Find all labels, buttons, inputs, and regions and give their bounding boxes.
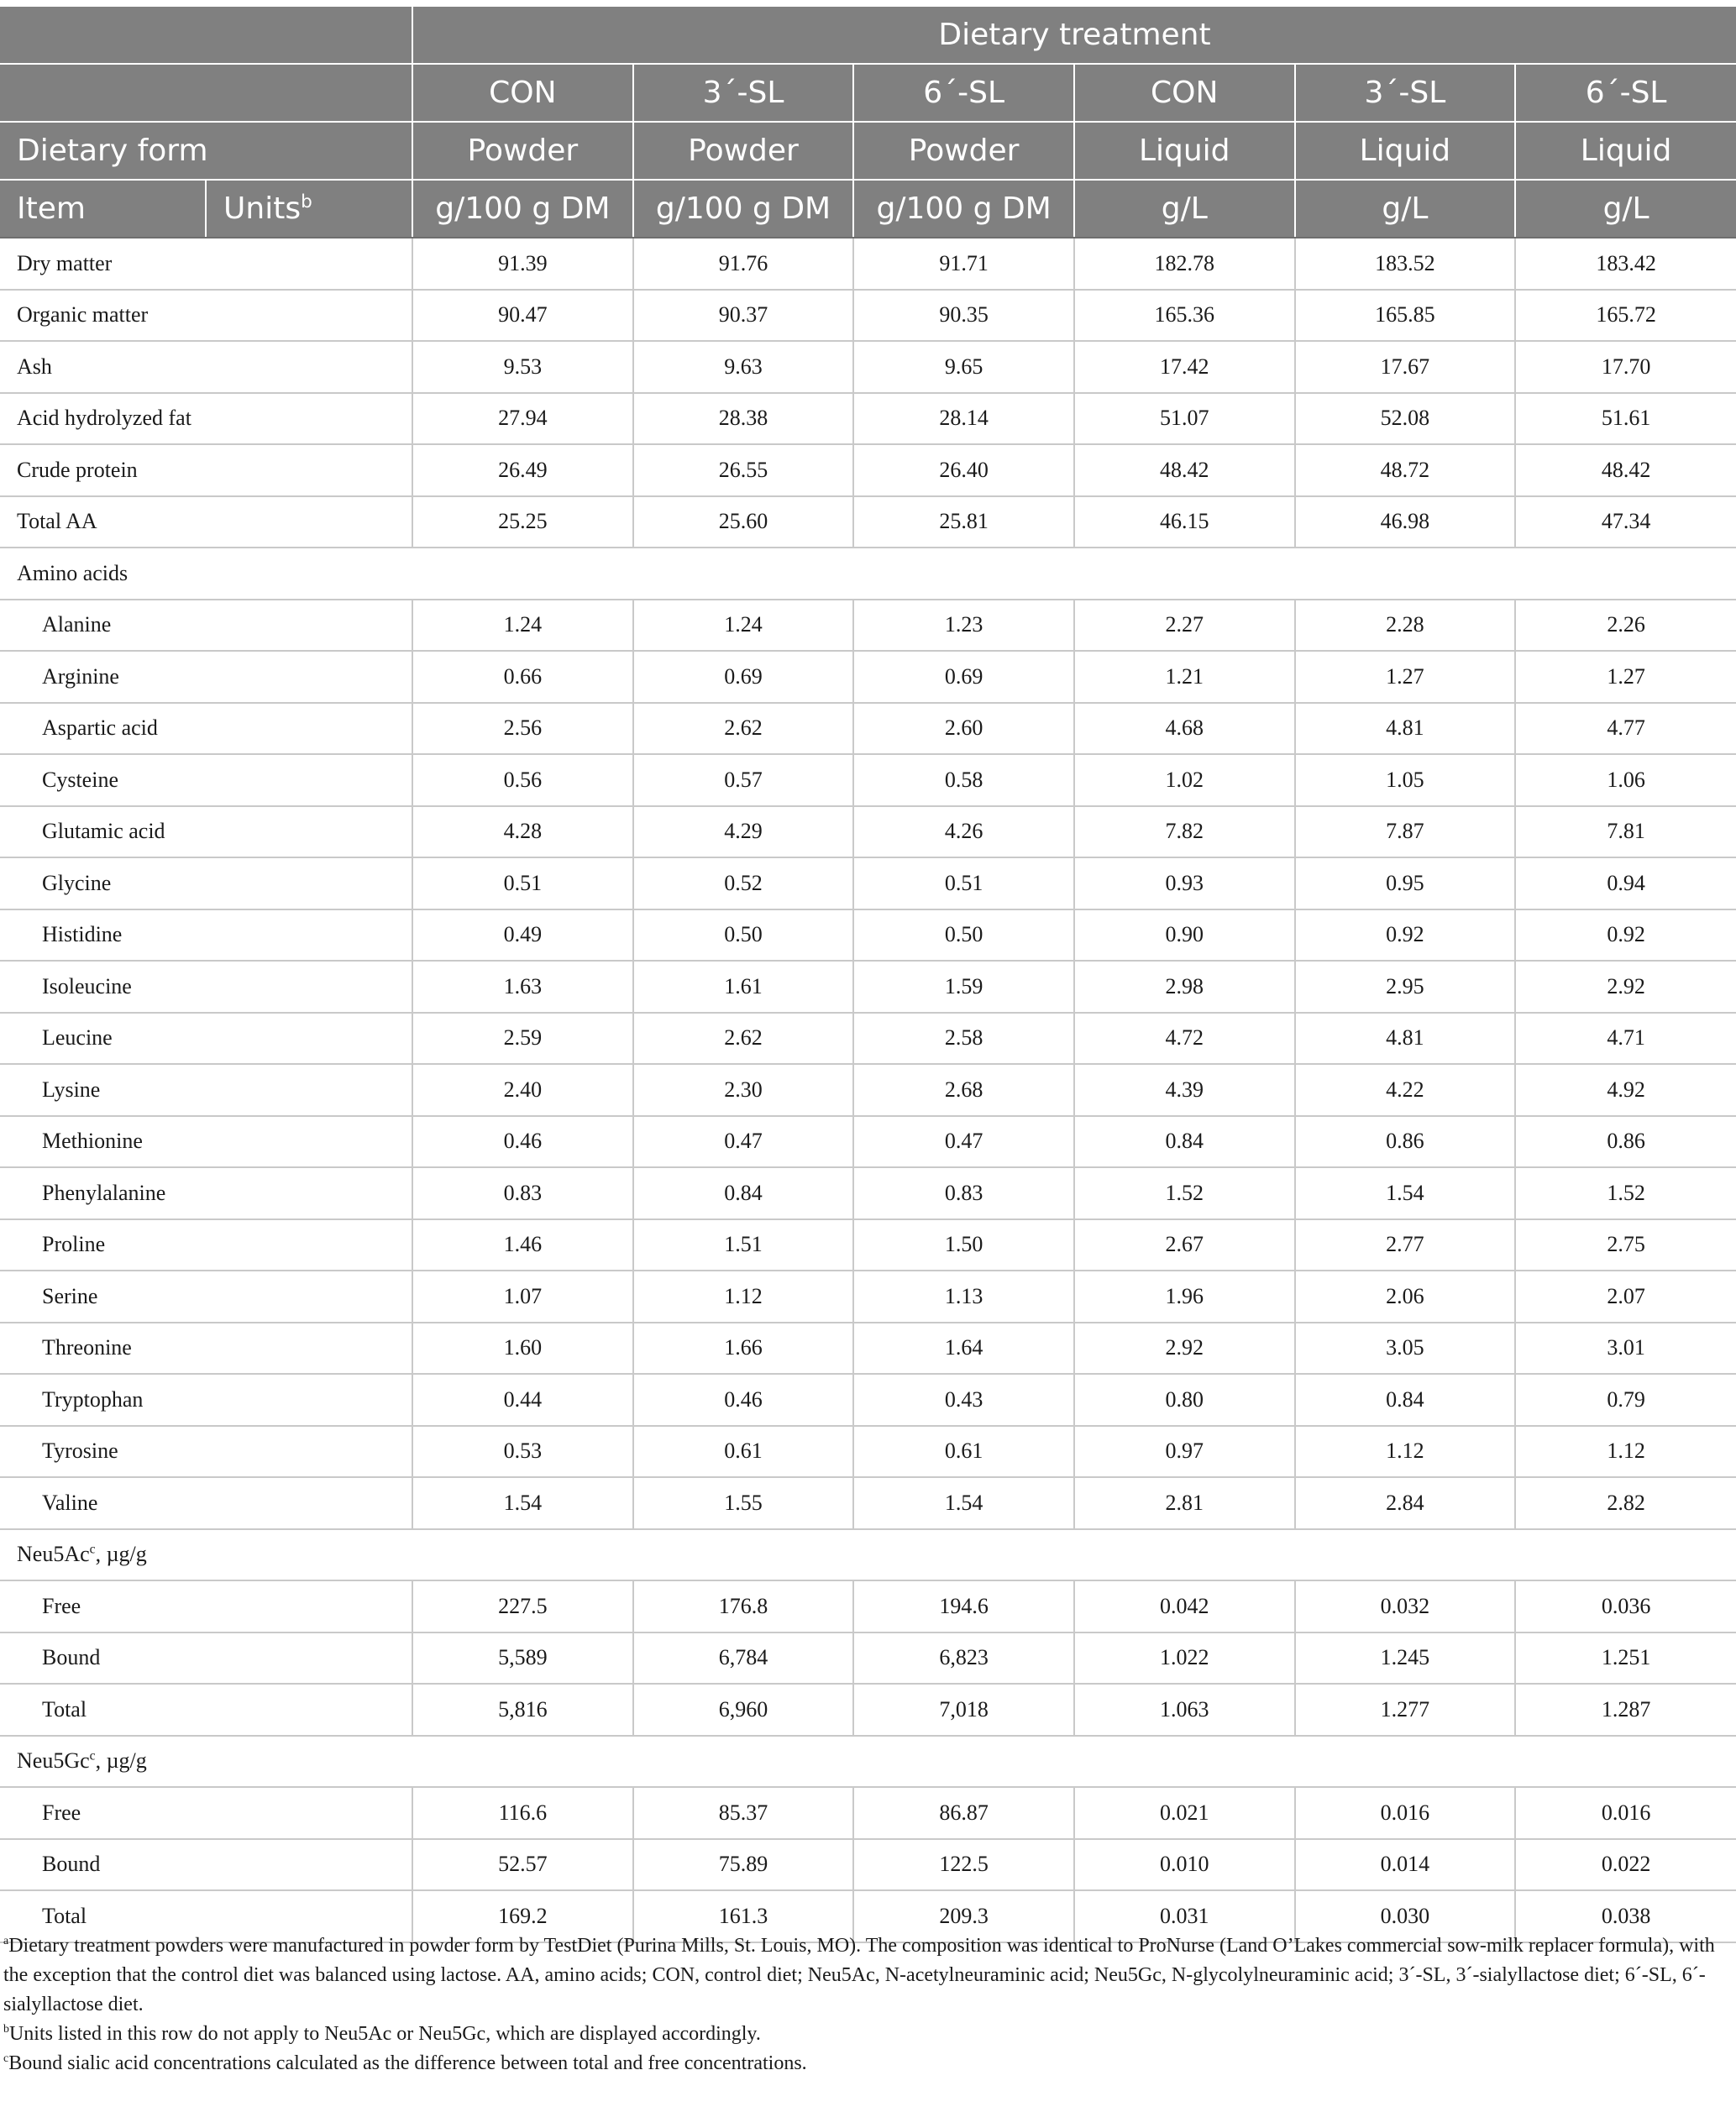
footnote bbox=[3, 1931, 1725, 2020]
value-cell: 91.71 bbox=[853, 238, 1074, 290]
footnote-text: Units listed in this row do not apply to Neu5Ac or Neu5Gc, which are displayed accordingly. bbox=[8, 2023, 761, 2045]
value-cell: 51.61 bbox=[1515, 393, 1736, 445]
header-row-dietary-treatment bbox=[0, 7, 1736, 64]
table-row bbox=[0, 1477, 1736, 1529]
table-row bbox=[0, 1426, 1736, 1478]
row-label: Tyrosine bbox=[0, 1426, 412, 1478]
value-cell: 2.84 bbox=[1295, 1477, 1516, 1529]
value-cell: 25.81 bbox=[853, 496, 1074, 548]
value-cell: 2.06 bbox=[1295, 1271, 1516, 1323]
row-label: Proline bbox=[0, 1219, 412, 1271]
form-heading: Powder bbox=[853, 122, 1074, 180]
value-cell: 2.77 bbox=[1295, 1219, 1516, 1271]
value-cell: 0.031 bbox=[1074, 1890, 1295, 1942]
section-row bbox=[0, 1529, 1736, 1581]
value-cell: 176.8 bbox=[633, 1580, 854, 1632]
row-label: Aspartic acid bbox=[0, 703, 412, 755]
value-cell: 194.6 bbox=[853, 1580, 1074, 1632]
value-cell: 165.36 bbox=[1074, 290, 1295, 342]
value-cell: 0.47 bbox=[853, 1116, 1074, 1168]
row-label: Acid hydrolyzed fat bbox=[0, 393, 412, 445]
value-cell: 0.030 bbox=[1295, 1890, 1516, 1942]
row-label: Total bbox=[0, 1684, 412, 1736]
value-cell: 1.50 bbox=[853, 1219, 1074, 1271]
footnote-marker: c bbox=[3, 2052, 9, 2065]
table-header bbox=[0, 7, 1736, 238]
table-row bbox=[0, 909, 1736, 962]
value-cell: 1.063 bbox=[1074, 1684, 1295, 1736]
value-cell: 0.79 bbox=[1515, 1374, 1736, 1426]
value-cell: 122.5 bbox=[853, 1839, 1074, 1891]
table-row bbox=[0, 1116, 1736, 1168]
value-cell: 26.49 bbox=[412, 444, 633, 496]
value-cell: 3.01 bbox=[1515, 1323, 1736, 1375]
row-label: Glycine bbox=[0, 857, 412, 909]
value-cell: 46.15 bbox=[1074, 496, 1295, 548]
value-cell: 0.47 bbox=[633, 1116, 854, 1168]
header-corner-cell bbox=[0, 7, 412, 64]
value-cell: 17.70 bbox=[1515, 341, 1736, 393]
value-cell: 2.58 bbox=[853, 1013, 1074, 1065]
value-cell: 0.97 bbox=[1074, 1426, 1295, 1478]
value-cell: 3.05 bbox=[1295, 1323, 1516, 1375]
value-cell: 0.016 bbox=[1515, 1787, 1736, 1839]
value-cell: 0.038 bbox=[1515, 1890, 1736, 1942]
value-cell: 0.010 bbox=[1074, 1839, 1295, 1891]
value-cell: 0.92 bbox=[1295, 909, 1516, 962]
value-cell: 2.92 bbox=[1074, 1323, 1295, 1375]
unit-heading: g/L bbox=[1515, 180, 1736, 238]
table-row bbox=[0, 1374, 1736, 1426]
value-cell: 0.43 bbox=[853, 1374, 1074, 1426]
table-row bbox=[0, 961, 1736, 1013]
value-cell: 0.58 bbox=[853, 754, 1074, 806]
value-cell: 0.84 bbox=[1074, 1116, 1295, 1168]
value-cell: 91.76 bbox=[633, 238, 854, 290]
value-cell: 9.53 bbox=[412, 341, 633, 393]
row-label: Threonine bbox=[0, 1323, 412, 1375]
footnote bbox=[3, 2049, 1725, 2078]
footnote-marker: a bbox=[3, 1935, 9, 1947]
value-cell: 4.81 bbox=[1295, 703, 1516, 755]
row-label: Isoleucine bbox=[0, 961, 412, 1013]
value-cell: 7,018 bbox=[853, 1684, 1074, 1736]
row-label: Arginine bbox=[0, 651, 412, 703]
value-cell: 1.287 bbox=[1515, 1684, 1736, 1736]
table-row bbox=[0, 1013, 1736, 1065]
value-cell: 2.62 bbox=[633, 703, 854, 755]
treatment-heading: 3´-SL bbox=[633, 64, 854, 122]
value-cell: 28.38 bbox=[633, 393, 854, 445]
value-cell: 17.42 bbox=[1074, 341, 1295, 393]
row-label: Methionine bbox=[0, 1116, 412, 1168]
value-cell: 1.12 bbox=[1295, 1426, 1516, 1478]
value-cell: 46.98 bbox=[1295, 496, 1516, 548]
footnote-text: Dietary treatment powders were manufactured in powder form by TestDiet (Purina Mills, St. Louis, MO). The composition was identical to ProNurse (Land O’Lakes commercial sow-milk replacer formula), with the exception that the control diet was balanced using lactose. AA, amino acids; CON, control diet; Neu5Ac, N-acetylneuraminic acid; Neu5Gc, N-glycolylneuraminic acid; 3´-SL, 3´-sialyllactose diet; 6´-SL, 6´-sialyllactose diet. bbox=[3, 1935, 1715, 2015]
header-row-treatments bbox=[0, 64, 1736, 122]
value-cell: 90.47 bbox=[412, 290, 633, 342]
value-cell: 0.84 bbox=[633, 1167, 854, 1219]
value-cell: 1.52 bbox=[1515, 1167, 1736, 1219]
value-cell: 0.86 bbox=[1295, 1116, 1516, 1168]
value-cell: 26.55 bbox=[633, 444, 854, 496]
value-cell: 1.61 bbox=[633, 961, 854, 1013]
table-row bbox=[0, 290, 1736, 342]
value-cell: 2.82 bbox=[1515, 1477, 1736, 1529]
value-cell: 4.71 bbox=[1515, 1013, 1736, 1065]
units-label-text: Units bbox=[223, 191, 302, 226]
section-label bbox=[0, 548, 1736, 600]
value-cell: 1.251 bbox=[1515, 1632, 1736, 1685]
form-heading: Liquid bbox=[1074, 122, 1295, 180]
row-label: Total AA bbox=[0, 496, 412, 548]
value-cell: 0.84 bbox=[1295, 1374, 1516, 1426]
value-cell: 6,960 bbox=[633, 1684, 854, 1736]
value-cell: 1.07 bbox=[412, 1271, 633, 1323]
section-unit: , µg/g bbox=[95, 1748, 147, 1774]
row-label: Free bbox=[0, 1787, 412, 1839]
value-cell: 4.68 bbox=[1074, 703, 1295, 755]
footnote-marker: b bbox=[3, 2023, 9, 2036]
value-cell: 48.42 bbox=[1515, 444, 1736, 496]
value-cell: 1.12 bbox=[1515, 1426, 1736, 1478]
value-cell: 1.96 bbox=[1074, 1271, 1295, 1323]
table-row bbox=[0, 857, 1736, 909]
value-cell: 0.69 bbox=[853, 651, 1074, 703]
row-label: Phenylalanine bbox=[0, 1167, 412, 1219]
value-cell: 2.26 bbox=[1515, 600, 1736, 652]
value-cell: 2.75 bbox=[1515, 1219, 1736, 1271]
value-cell: 6,784 bbox=[633, 1632, 854, 1685]
value-cell: 2.68 bbox=[853, 1064, 1074, 1116]
value-cell: 0.50 bbox=[853, 909, 1074, 962]
value-cell: 52.08 bbox=[1295, 393, 1516, 445]
table-row bbox=[0, 1632, 1736, 1685]
value-cell: 183.42 bbox=[1515, 238, 1736, 290]
value-cell: 2.59 bbox=[412, 1013, 633, 1065]
value-cell: 0.44 bbox=[412, 1374, 633, 1426]
unit-heading: g/L bbox=[1295, 180, 1516, 238]
value-cell: 9.65 bbox=[853, 341, 1074, 393]
value-cell: 0.83 bbox=[853, 1167, 1074, 1219]
unit-heading: g/100 g DM bbox=[412, 180, 633, 238]
table-row bbox=[0, 651, 1736, 703]
row-label: Histidine bbox=[0, 909, 412, 962]
value-cell: 0.50 bbox=[633, 909, 854, 962]
row-label: Total bbox=[0, 1890, 412, 1942]
treatment-heading: 6´-SL bbox=[1515, 64, 1736, 122]
treatment-heading: 3´-SL bbox=[1295, 64, 1516, 122]
value-cell: 1.21 bbox=[1074, 651, 1295, 703]
value-cell: 0.93 bbox=[1074, 857, 1295, 909]
value-cell: 0.46 bbox=[633, 1374, 854, 1426]
row-label: Cysteine bbox=[0, 754, 412, 806]
value-cell: 2.98 bbox=[1074, 961, 1295, 1013]
value-cell: 169.2 bbox=[412, 1890, 633, 1942]
value-cell: 182.78 bbox=[1074, 238, 1295, 290]
value-cell: 0.86 bbox=[1515, 1116, 1736, 1168]
value-cell: 2.81 bbox=[1074, 1477, 1295, 1529]
value-cell: 1.12 bbox=[633, 1271, 854, 1323]
value-cell: 2.95 bbox=[1295, 961, 1516, 1013]
value-cell: 0.80 bbox=[1074, 1374, 1295, 1426]
value-cell: 1.24 bbox=[412, 600, 633, 652]
footnote bbox=[3, 2020, 1725, 2049]
section-label-text: Neu5Gc bbox=[17, 1748, 90, 1774]
value-cell: 0.66 bbox=[412, 651, 633, 703]
table-row bbox=[0, 806, 1736, 858]
value-cell: 4.77 bbox=[1515, 703, 1736, 755]
value-cell: 0.49 bbox=[412, 909, 633, 962]
treatment-heading: CON bbox=[412, 64, 633, 122]
form-heading: Liquid bbox=[1295, 122, 1516, 180]
table-row bbox=[0, 444, 1736, 496]
value-cell: 4.26 bbox=[853, 806, 1074, 858]
value-cell: 91.39 bbox=[412, 238, 633, 290]
value-cell: 0.042 bbox=[1074, 1580, 1295, 1632]
header-empty-cell bbox=[0, 64, 412, 122]
value-cell: 1.63 bbox=[412, 961, 633, 1013]
value-cell: 1.55 bbox=[633, 1477, 854, 1529]
value-cell: 1.54 bbox=[412, 1477, 633, 1529]
form-heading: Powder bbox=[412, 122, 633, 180]
table-row bbox=[0, 1064, 1736, 1116]
value-cell: 1.13 bbox=[853, 1271, 1074, 1323]
row-label: Serine bbox=[0, 1271, 412, 1323]
value-cell: 7.81 bbox=[1515, 806, 1736, 858]
unit-heading: g/100 g DM bbox=[633, 180, 854, 238]
value-cell: 2.30 bbox=[633, 1064, 854, 1116]
table-row bbox=[0, 341, 1736, 393]
row-label: Bound bbox=[0, 1632, 412, 1685]
value-cell: 6,823 bbox=[853, 1632, 1074, 1685]
value-cell: 4.92 bbox=[1515, 1064, 1736, 1116]
units-footnote-marker: b bbox=[301, 191, 312, 212]
value-cell: 9.63 bbox=[633, 341, 854, 393]
value-cell: 1.277 bbox=[1295, 1684, 1516, 1736]
row-label: Free bbox=[0, 1580, 412, 1632]
section-label-text: Neu5Ac bbox=[17, 1542, 90, 1567]
dietary-form-label: Dietary form bbox=[0, 122, 412, 180]
value-cell: 2.40 bbox=[412, 1064, 633, 1116]
value-cell: 27.94 bbox=[412, 393, 633, 445]
value-cell: 2.07 bbox=[1515, 1271, 1736, 1323]
value-cell: 86.87 bbox=[853, 1787, 1074, 1839]
value-cell: 90.35 bbox=[853, 290, 1074, 342]
footnote-marker: c bbox=[89, 1542, 96, 1557]
header-row-dietary-form bbox=[0, 122, 1736, 180]
value-cell: 4.22 bbox=[1295, 1064, 1516, 1116]
table-row bbox=[0, 1684, 1736, 1736]
table-body bbox=[0, 238, 1736, 1942]
value-cell: 4.29 bbox=[633, 806, 854, 858]
value-cell: 0.92 bbox=[1515, 909, 1736, 962]
value-cell: 1.51 bbox=[633, 1219, 854, 1271]
value-cell: 4.81 bbox=[1295, 1013, 1516, 1065]
value-cell: 1.245 bbox=[1295, 1632, 1516, 1685]
value-cell: 75.89 bbox=[633, 1839, 854, 1891]
value-cell: 161.3 bbox=[633, 1890, 854, 1942]
value-cell: 0.016 bbox=[1295, 1787, 1516, 1839]
value-cell: 0.032 bbox=[1295, 1580, 1516, 1632]
value-cell: 25.60 bbox=[633, 496, 854, 548]
value-cell: 0.61 bbox=[633, 1426, 854, 1478]
table-row bbox=[0, 393, 1736, 445]
value-cell: 0.61 bbox=[853, 1426, 1074, 1478]
row-label: Bound bbox=[0, 1839, 412, 1891]
footnote-text: Bound sialic acid concentrations calculated as the difference between total and free concentrations. bbox=[8, 2052, 807, 2074]
value-cell: 4.28 bbox=[412, 806, 633, 858]
value-cell: 0.83 bbox=[412, 1167, 633, 1219]
value-cell: 116.6 bbox=[412, 1787, 633, 1839]
value-cell: 52.57 bbox=[412, 1839, 633, 1891]
value-cell: 0.90 bbox=[1074, 909, 1295, 962]
value-cell: 1.60 bbox=[412, 1323, 633, 1375]
treatment-heading: 6´-SL bbox=[853, 64, 1074, 122]
form-heading: Liquid bbox=[1515, 122, 1736, 180]
value-cell: 47.34 bbox=[1515, 496, 1736, 548]
value-cell: 1.27 bbox=[1295, 651, 1516, 703]
section-label bbox=[0, 1736, 1736, 1788]
value-cell: 1.46 bbox=[412, 1219, 633, 1271]
value-cell: 0.014 bbox=[1295, 1839, 1516, 1891]
row-label: Valine bbox=[0, 1477, 412, 1529]
value-cell: 165.72 bbox=[1515, 290, 1736, 342]
value-cell: 1.52 bbox=[1074, 1167, 1295, 1219]
value-cell: 0.94 bbox=[1515, 857, 1736, 909]
value-cell: 5,816 bbox=[412, 1684, 633, 1736]
value-cell: 2.56 bbox=[412, 703, 633, 755]
value-cell: 2.28 bbox=[1295, 600, 1516, 652]
table-row bbox=[0, 1271, 1736, 1323]
table-row bbox=[0, 600, 1736, 652]
value-cell: 0.69 bbox=[633, 651, 854, 703]
header-row-units bbox=[0, 180, 1736, 238]
value-cell: 1.022 bbox=[1074, 1632, 1295, 1685]
table-row bbox=[0, 703, 1736, 755]
value-cell: 1.05 bbox=[1295, 754, 1516, 806]
table-row bbox=[0, 1580, 1736, 1632]
value-cell: 1.24 bbox=[633, 600, 854, 652]
unit-heading: g/100 g DM bbox=[853, 180, 1074, 238]
value-cell: 4.72 bbox=[1074, 1013, 1295, 1065]
table-footnotes bbox=[3, 1931, 1725, 2078]
row-label: Crude protein bbox=[0, 444, 412, 496]
units-label bbox=[206, 180, 412, 238]
value-cell: 7.82 bbox=[1074, 806, 1295, 858]
value-cell: 5,589 bbox=[412, 1632, 633, 1685]
value-cell: 2.67 bbox=[1074, 1219, 1295, 1271]
row-label: Glutamic acid bbox=[0, 806, 412, 858]
value-cell: 0.036 bbox=[1515, 1580, 1736, 1632]
row-label: Tryptophan bbox=[0, 1374, 412, 1426]
table-row bbox=[0, 238, 1736, 290]
value-cell: 2.60 bbox=[853, 703, 1074, 755]
value-cell: 90.37 bbox=[633, 290, 854, 342]
table-row bbox=[0, 1167, 1736, 1219]
value-cell: 0.46 bbox=[412, 1116, 633, 1168]
section-label bbox=[0, 1529, 1736, 1581]
value-cell: 1.06 bbox=[1515, 754, 1736, 806]
value-cell: 1.59 bbox=[853, 961, 1074, 1013]
value-cell: 1.64 bbox=[853, 1323, 1074, 1375]
table-row bbox=[0, 1323, 1736, 1375]
value-cell: 1.54 bbox=[1295, 1167, 1516, 1219]
row-label: Lysine bbox=[0, 1064, 412, 1116]
value-cell: 183.52 bbox=[1295, 238, 1516, 290]
value-cell: 0.52 bbox=[633, 857, 854, 909]
value-cell: 51.07 bbox=[1074, 393, 1295, 445]
treatment-heading: CON bbox=[1074, 64, 1295, 122]
value-cell: 0.95 bbox=[1295, 857, 1516, 909]
form-heading: Powder bbox=[633, 122, 854, 180]
value-cell: 17.67 bbox=[1295, 341, 1516, 393]
value-cell: 48.42 bbox=[1074, 444, 1295, 496]
section-row bbox=[0, 548, 1736, 600]
value-cell: 1.23 bbox=[853, 600, 1074, 652]
value-cell: 0.57 bbox=[633, 754, 854, 806]
row-label: Leucine bbox=[0, 1013, 412, 1065]
value-cell: 1.27 bbox=[1515, 651, 1736, 703]
footnote-marker: c bbox=[89, 1748, 96, 1763]
value-cell: 0.51 bbox=[853, 857, 1074, 909]
row-label: Alanine bbox=[0, 600, 412, 652]
section-unit: , µg/g bbox=[95, 1542, 147, 1567]
table-row bbox=[0, 754, 1736, 806]
table-row bbox=[0, 1839, 1736, 1891]
row-label: Dry matter bbox=[0, 238, 412, 290]
value-cell: 227.5 bbox=[412, 1580, 633, 1632]
value-cell: 2.62 bbox=[633, 1013, 854, 1065]
unit-heading: g/L bbox=[1074, 180, 1295, 238]
value-cell: 4.39 bbox=[1074, 1064, 1295, 1116]
item-label: Item bbox=[0, 180, 206, 238]
value-cell: 26.40 bbox=[853, 444, 1074, 496]
section-label-text: Amino acids bbox=[17, 560, 128, 585]
value-cell: 1.54 bbox=[853, 1477, 1074, 1529]
value-cell: 2.27 bbox=[1074, 600, 1295, 652]
section-row bbox=[0, 1736, 1736, 1788]
row-label: Organic matter bbox=[0, 290, 412, 342]
value-cell: 0.021 bbox=[1074, 1787, 1295, 1839]
value-cell: 0.51 bbox=[412, 857, 633, 909]
value-cell: 0.53 bbox=[412, 1426, 633, 1478]
value-cell: 2.92 bbox=[1515, 961, 1736, 1013]
value-cell: 28.14 bbox=[853, 393, 1074, 445]
value-cell: 48.72 bbox=[1295, 444, 1516, 496]
table-row bbox=[0, 496, 1736, 548]
value-cell: 1.66 bbox=[633, 1323, 854, 1375]
value-cell: 1.02 bbox=[1074, 754, 1295, 806]
table-row bbox=[0, 1219, 1736, 1271]
value-cell: 0.56 bbox=[412, 754, 633, 806]
value-cell: 25.25 bbox=[412, 496, 633, 548]
value-cell: 7.87 bbox=[1295, 806, 1516, 858]
dietary-treatment-heading: Dietary treatment bbox=[412, 7, 1736, 64]
table-row bbox=[0, 1787, 1736, 1839]
value-cell: 209.3 bbox=[853, 1890, 1074, 1942]
value-cell: 85.37 bbox=[633, 1787, 854, 1839]
value-cell: 0.022 bbox=[1515, 1839, 1736, 1891]
row-label: Ash bbox=[0, 341, 412, 393]
value-cell: 165.85 bbox=[1295, 290, 1516, 342]
diet-composition-table bbox=[0, 7, 1736, 1943]
